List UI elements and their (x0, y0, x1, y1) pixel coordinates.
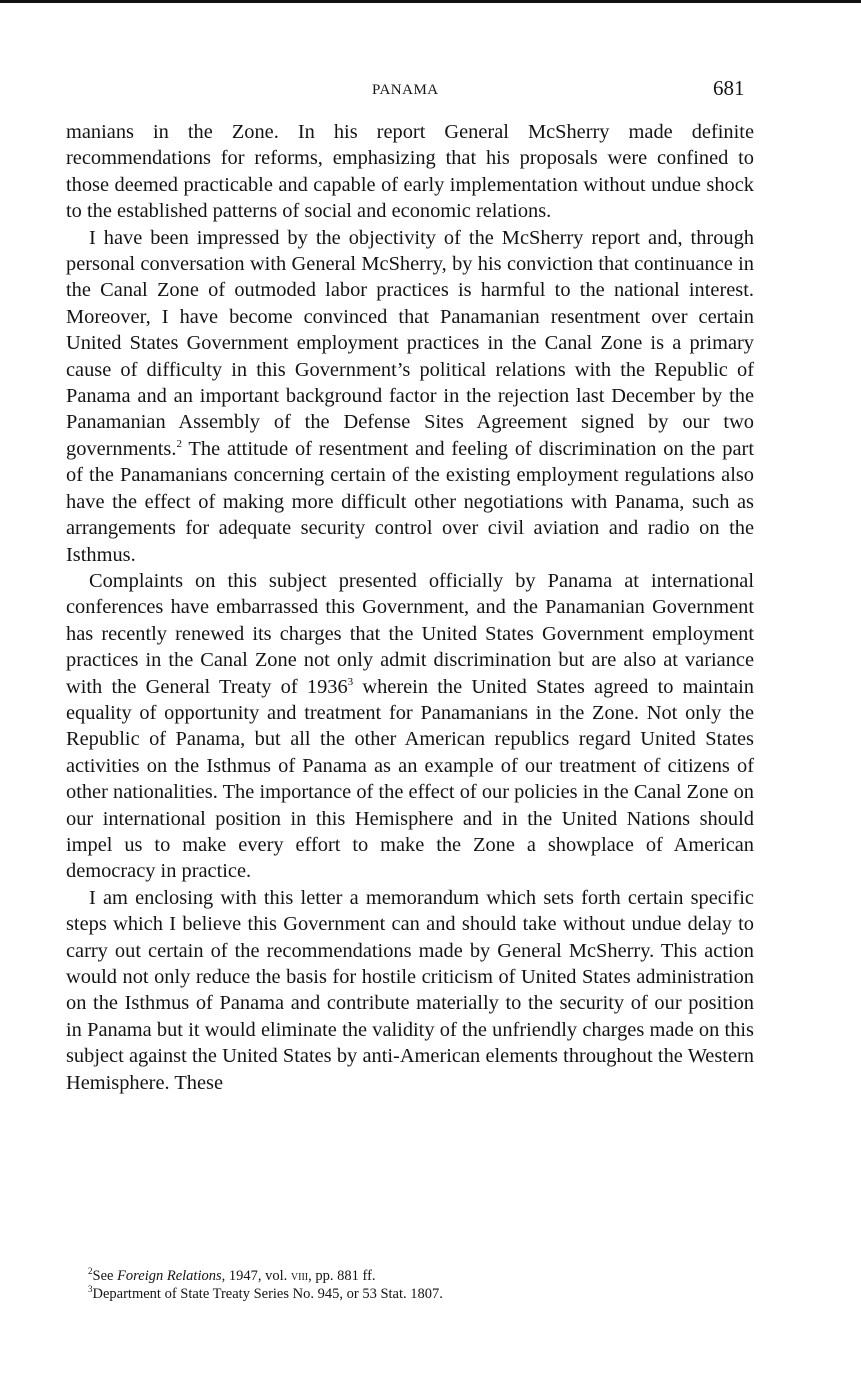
page-number: 681 (713, 76, 745, 100)
running-title: PANAMA (372, 82, 439, 98)
paragraph-text: The attitude of resentment and feeling of discrimination on the part of the Panamanians concerning certain of the existing employment regulations also have the effect of making more difficult other negotiations with Panama, such as arrangements for adequate security control over civil aviation and radio on the Isthmus. (66, 437, 754, 566)
paragraph-2 (66, 225, 754, 568)
body-text (66, 119, 754, 1096)
footnote-title: Foreign Relations (117, 1268, 222, 1284)
footnote-2 (66, 1267, 754, 1285)
footnote-text: , 1947, vol. (221, 1268, 291, 1284)
footnote-text: See (92, 1268, 118, 1284)
paragraph-text: I am enclosing with this letter a memorandum which sets forth certain specific steps which I believe this Government can and should take without undue delay to carry out certain of the recommendations made by General McSherry. This action would not only reduce the basis for hostile criticism of United States administration on the Isthmus of Panama and contribute materially to the security of our position in Panama but it would eliminate the validity of the unfriendly charges made on this subject against the United States by anti-American elements throughout the Western Hemisphere. These (66, 886, 754, 1094)
footnote-volume: viii (290, 1268, 309, 1284)
paragraph-text: wherein the United States agreed to maintain equality of opportunity and treatment for Panamanians in the Zone. Not only the Republic of Panama, but all the other American republics regard United States activities on the Isthmus of Panama as an example of our treatment of citizens of other nationalities. The importance of the effect of our policies in the Canal Zone on our international position in this Hemisphere and in the United Nations should impel us to make every effort to make the Zone a showplace of American democracy in practice. (66, 675, 754, 883)
footnote-reference: 3 (347, 675, 354, 688)
paragraph-text: I have been impressed by the objectivity of the McSherry report and, through personal conversation with General McSherry, by his conviction that continuance in the Canal Zone of outmoded labor practices is harmful to the national interest. Moreover, I have become convinced that Panamanian resentment over certain United States Government employment practices in the Canal Zone is a primary cause of difficulty in this Government’s political relations with the Republic of Panama and an important background factor in the rejection last December by the Panamanian Assembly of the Defense Sites Agreement signed by our two governments. (66, 226, 754, 460)
footnote-marker: 3 (88, 1284, 93, 1295)
paragraph-4 (66, 885, 754, 1096)
paragraph-text: manians in the Zone. In his report General McSherry made definite recommendations for reforms, emphasizing that his proposals were confined to those deemed practicable and capable of early implementation without undue shock to the established patterns of social and economic relations. (66, 121, 754, 223)
running-header (0, 76, 861, 106)
paragraph-text: Complaints on this subject presented officially by Panama at international conferences have embarrassed this Government, and the Panamanian Government has recently renewed its charges that the United States Government employment practices in the Canal Zone not only admit discrimination but are also at variance with the General Treaty of 1936 (66, 569, 754, 698)
footnote-text: , pp. 881 ff. (308, 1268, 376, 1284)
footnote-marker: 2 (88, 1266, 93, 1277)
paragraph-3 (66, 568, 754, 885)
footnote-reference: 2 (176, 438, 182, 451)
footnotes (66, 1267, 754, 1303)
footnote-text: Department of State Treaty Series No. 945, or 53 Stat. 1807. (92, 1286, 443, 1302)
footnote-3 (66, 1285, 754, 1303)
page-top-edge (0, 0, 861, 3)
paragraph-1 (66, 119, 754, 225)
